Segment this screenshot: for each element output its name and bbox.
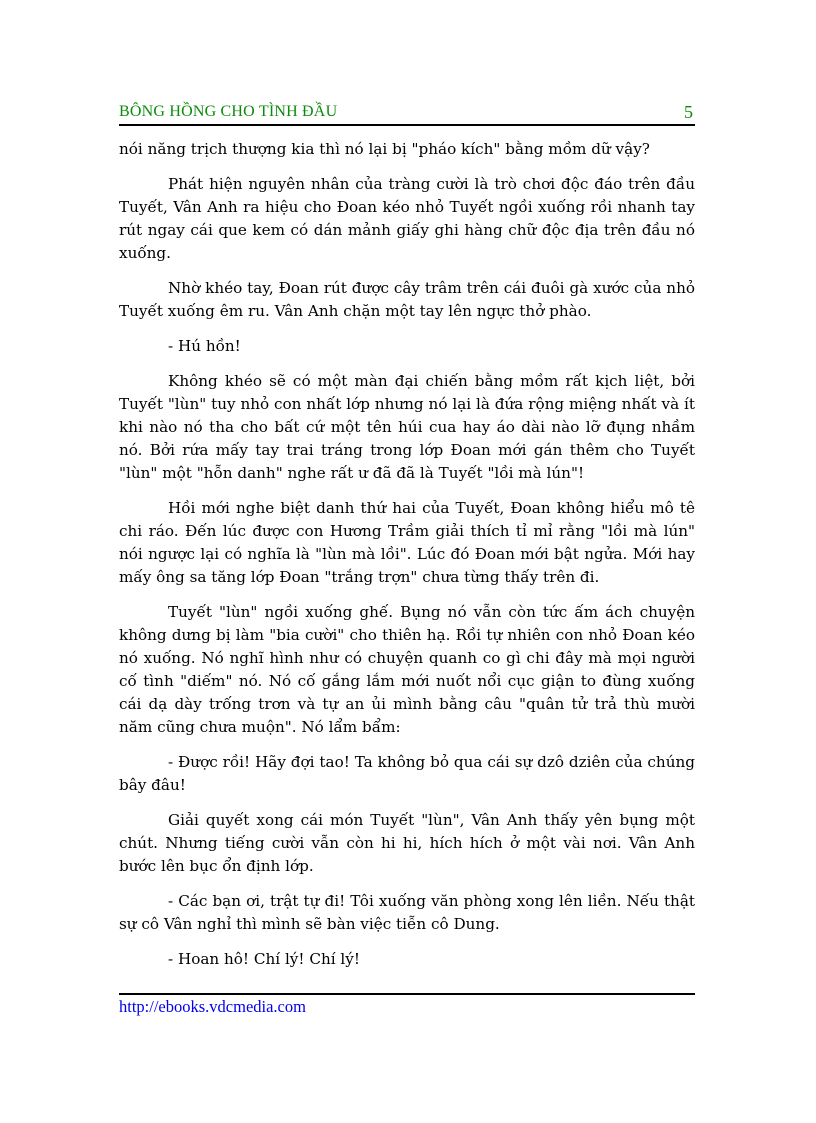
- paragraph: nói năng trịch thượng kia thì nó lại bị "pháo kích" bằng mồm dữ vậy?: [119, 140, 650, 158]
- paragraph: Giải quyết xong cái món Tuyết "lùn", Vân Anh thấy yên bụng một chút. Nhưng tiếng cười vẫn còn hi hi, hích hích ở một vài nơi. Vân Anh bước lên bục ổn định lớp.: [119, 811, 695, 875]
- body-text: [119, 138, 695, 983]
- paragraph: - Được rồi! Hãy đợi tao! Ta không bỏ qua cái sự dzô dziên của chúng bây đâu!: [119, 753, 695, 794]
- page-header: [119, 101, 695, 123]
- paragraph: Nhờ khéo tay, Đoan rút được cây trâm trên cái đuôi gà xước của nhỏ Tuyết xuống êm ru. Vân Anh chặn một tay lên ngực thở phào.: [119, 279, 695, 320]
- header-divider: [119, 124, 695, 126]
- paragraph: - Hú hồn!: [168, 337, 241, 355]
- paragraph: Phát hiện nguyên nhân của tràng cười là trò chơi độc đáo trên đầu Tuyết, Vân Anh ra hiệu cho Đoan kéo nhỏ Tuyết ngồi xuống rồi nhanh tay rút ngay cái que kem có dán mảnh giấy ghi hàng chữ độc địa trên đầu nó xuống.: [119, 175, 695, 262]
- paragraph: Không khéo sẽ có một màn đại chiến bằng mồm rất kịch liệt, bởi Tuyết "lùn" tuy nhỏ con nhất lớp nhưng nó lại là đứa rộng miệng nhất và ít khi nào nó tha cho bất cứ một tên húi cua hay áo dài nào lỡ đụng nhầm nó. Bởi rứa mấy tay trai tráng trong lớp Đoan mới gán thêm cho Tuyết "lùn" một "hỗn danh" nghe rất ư đã đã là Tuyết "lồi mà lún"!: [119, 372, 695, 482]
- footer-divider: [119, 993, 695, 995]
- footer-link[interactable]: http://ebooks.vdcmedia.com: [119, 997, 306, 1016]
- paragraph: Tuyết "lùn" ngồi xuống ghế. Bụng nó vẫn còn tức ấm ách chuyện không dưng bị làm "bia cười" cho thiên hạ. Rồi tự nhiên con nhỏ Đoan kéo nó xuống. Nó nghĩ hình như có chuyện quanh co gì chi đây mà mọi người cố tình "diếm" nó. Nó cố gắng lắm mới nuốt nổi cục giận to đùng xuống cái dạ dày trống trơn và tự an ủi mình bằng câu "quân tử trả thù mười năm cũng chưa muộn". Nó lẩm bẩm:: [119, 603, 695, 736]
- paragraph: Hồi mới nghe biệt danh thứ hai của Tuyết, Đoan không hiểu mô tê chi ráo. Đến lúc được con Hương Trầm giải thích tỉ mỉ rằng "lồi mà lún" nói ngược lại có nghĩa là "lùn mà lồi". Lúc đó Đoan mới bật ngửa. Mới hay mấy ông sa tăng lớp Đoan "trắng trợn" chưa từng thấy trên đi.: [119, 499, 695, 586]
- page-number: 5: [684, 102, 693, 122]
- paragraph: - Hoan hô! Chí lý! Chí lý!: [168, 950, 360, 968]
- paragraph: - Các bạn ơi, trật tự đi! Tôi xuống văn phòng xong lên liền. Nếu thật sự cô Vân nghỉ thì mình sẽ bàn việc tiễn cô Dung.: [119, 892, 695, 933]
- book-title: BÔNG HỒNG CHO TÌNH ĐẦU: [119, 103, 338, 120]
